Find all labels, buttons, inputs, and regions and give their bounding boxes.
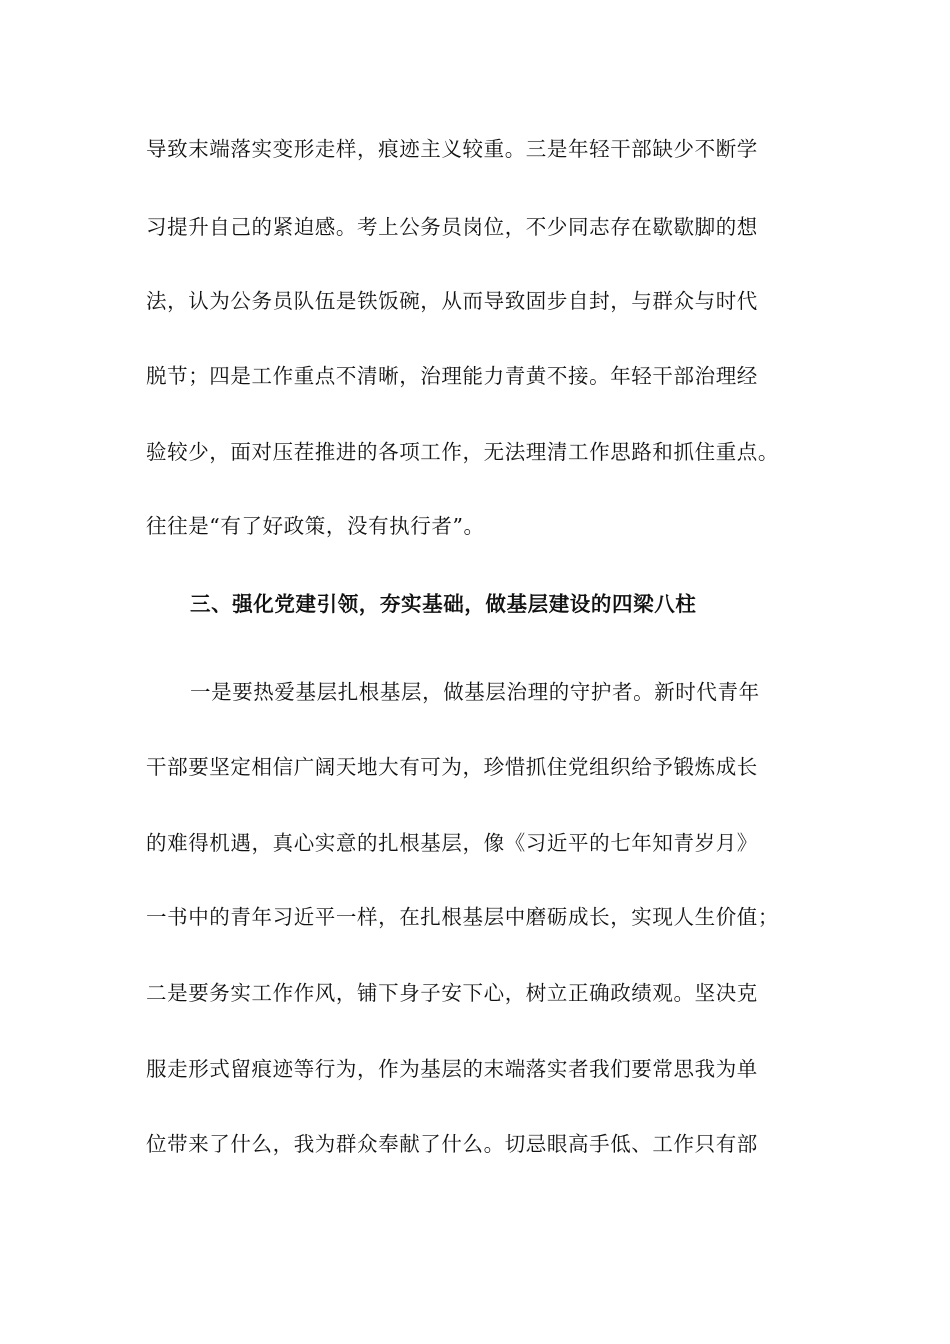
paragraph-1-line-1: 导致末端落实变形走样，痕迹主义较重。三是年轻干部缺少不断学 [146, 137, 758, 161]
paragraph-1-line-3: 法，认为公务员队伍是铁饭碗，从而导致固步自封，与群众与时代 [146, 289, 758, 313]
paragraph-2-line-3: 的难得机遇，真心实意的扎根基层，像《习近平的七年知青岁月》 [146, 831, 758, 855]
section-heading: 三、强化党建引领，夯实基础，做基层建设的四梁八柱 [190, 592, 697, 616]
paragraph-2-line-2: 干部要坚定相信广阔天地大有可为，珍惜抓住党组织给予锻炼成长 [146, 755, 758, 779]
paragraph-2-line-7: 位带来了什么，我为群众奉献了什么。切忌眼高手低、工作只有部 [146, 1132, 758, 1156]
paragraph-1-line-5: 验较少，面对压茬推进的各项工作，无法理清工作思路和抓住重点。 [146, 440, 779, 464]
paragraph-2-line-1: 一是要热爱基层扎根基层，做基层治理的守护者。新时代青年 [190, 680, 760, 704]
paragraph-2-line-6: 服走形式留痕迹等行为，作为基层的末端落实者我们要常思我为单 [146, 1057, 758, 1081]
paragraph-1-line-4: 脱节；四是工作重点不清晰，治理能力青黄不接。年轻干部治理经 [146, 364, 758, 388]
paragraph-1-line-2: 习提升自己的紧迫感。考上公务员岗位，不少同志存在歇歇脚的想 [146, 215, 758, 239]
paragraph-2-line-5: 二是要务实工作作风，铺下身子安下心，树立正确政绩观。坚决克 [146, 981, 758, 1005]
paragraph-2-line-4: 一书中的青年习近平一样，在扎根基层中磨砺成长，实现人生价值； [146, 905, 779, 929]
paragraph-1-line-6: 往往是“有了好政策，没有执行者”。 [146, 514, 485, 538]
